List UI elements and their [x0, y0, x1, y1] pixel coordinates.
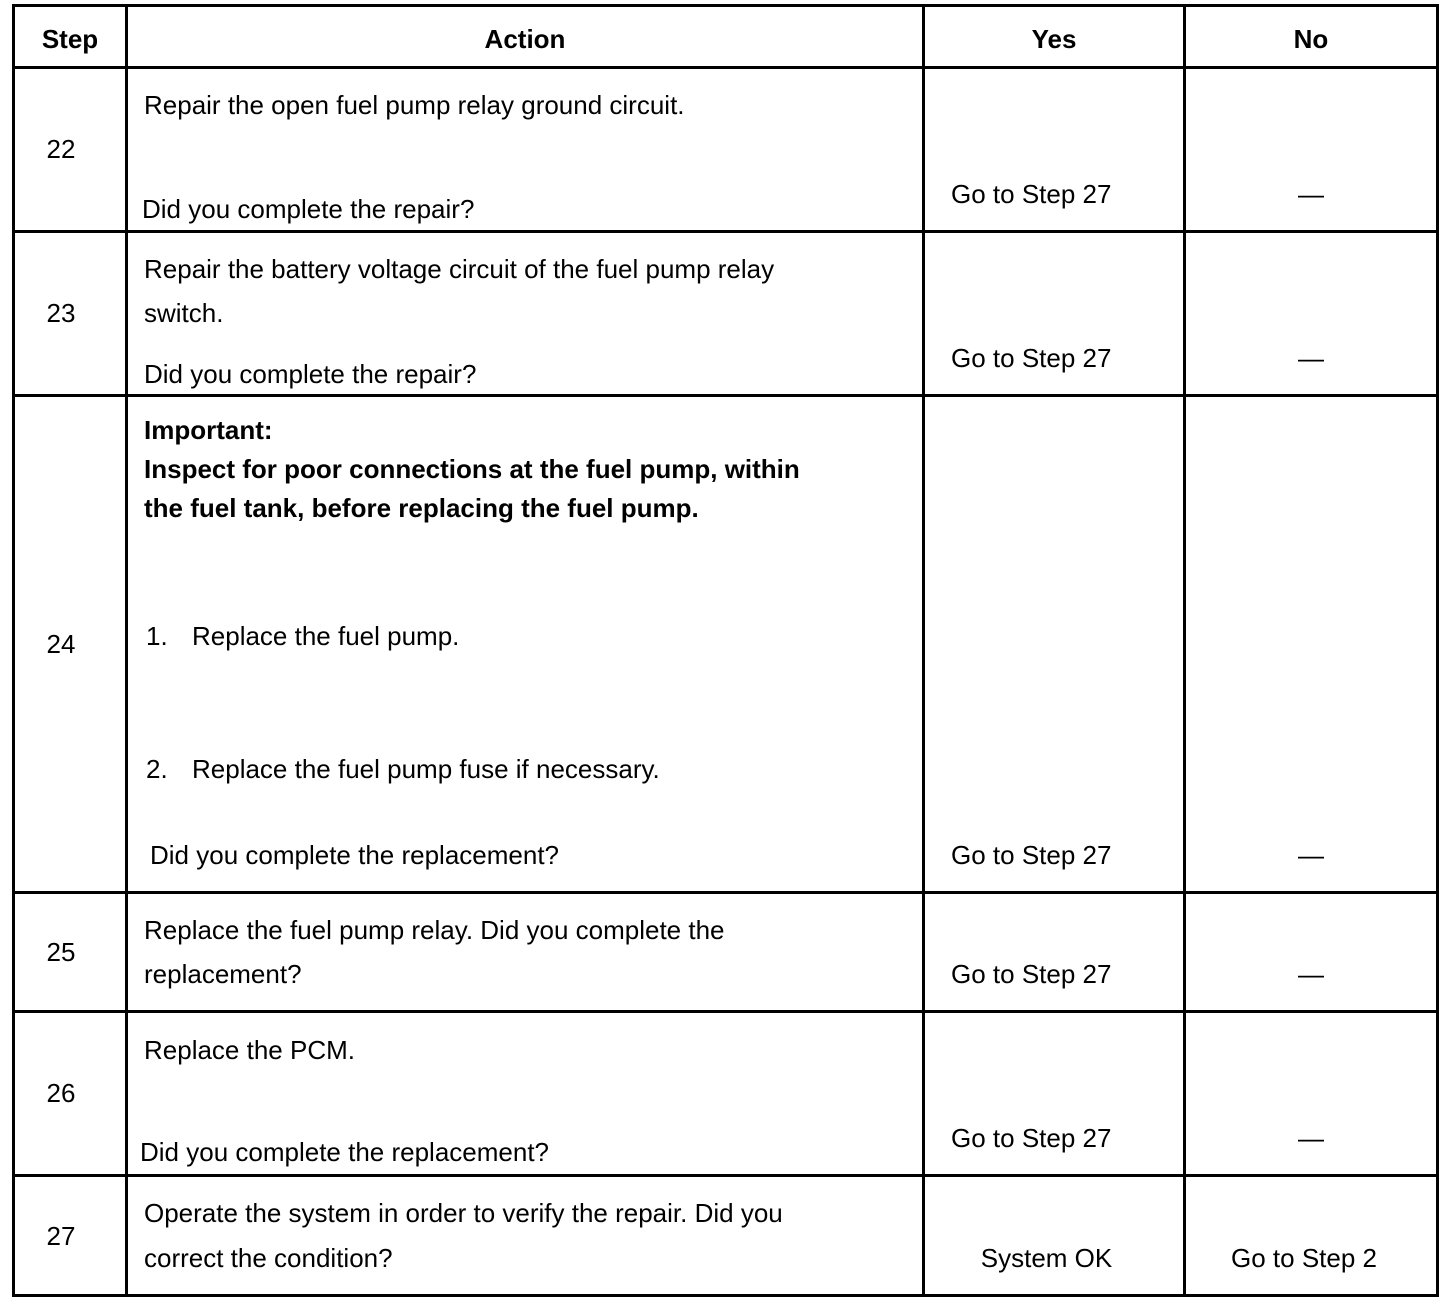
- row-divider: [12, 1174, 1439, 1177]
- diagnostic-table: [12, 4, 1439, 1298]
- step-number: 26: [46, 1078, 76, 1108]
- list-item-text: Replace the fuel pump.: [192, 621, 460, 651]
- action-text: replacement?: [144, 959, 302, 989]
- yes-result: Go to Step 27: [951, 840, 1112, 870]
- action-text: correct the condition?: [144, 1243, 393, 1273]
- action-text: Repair the open fuel pump relay ground circuit.: [144, 90, 685, 120]
- step-number: 24: [46, 629, 76, 659]
- no-result: —: [1298, 1123, 1324, 1153]
- yes-result: Go to Step 27: [951, 959, 1112, 989]
- no-result: —: [1298, 343, 1324, 373]
- action-text: Repair the battery voltage circuit of the fuel pump relay: [144, 254, 775, 284]
- list-item-number: 1.: [146, 621, 168, 651]
- table-border-right: [1436, 4, 1439, 1297]
- action-text: Replace the PCM.: [144, 1035, 355, 1065]
- header-yes: Yes: [1031, 24, 1077, 54]
- action-question: Did you complete the repair?: [142, 194, 475, 224]
- row-divider: [12, 230, 1439, 233]
- header-divider: [12, 66, 1439, 69]
- step-number: 25: [46, 937, 76, 967]
- row-divider: [12, 891, 1439, 894]
- step-number: 22: [46, 134, 76, 164]
- action-text: Operate the system in order to verify the repair. Did you: [144, 1198, 783, 1228]
- header-action: Action: [484, 24, 566, 54]
- action-question: Did you complete the repair?: [144, 359, 477, 389]
- header-step: Step: [41, 24, 99, 54]
- no-result: —: [1298, 840, 1324, 870]
- no-result: Go to Step 2: [1231, 1243, 1377, 1273]
- no-result: —: [1298, 179, 1324, 209]
- action-question: Did you complete the replacement?: [140, 1137, 550, 1167]
- table-border-top: [12, 4, 1439, 7]
- table-border-bottom: [12, 1294, 1439, 1297]
- column-divider: [922, 4, 925, 1297]
- yes-result: Go to Step 27: [951, 343, 1112, 373]
- list-item-text: Replace the fuel pump fuse if necessary.: [192, 754, 660, 784]
- no-result: —: [1298, 959, 1324, 989]
- action-question: Did you complete the replacement?: [150, 840, 560, 870]
- list-item-number: 2.: [146, 754, 168, 784]
- row-divider: [12, 394, 1439, 397]
- yes-result: Go to Step 27: [951, 1123, 1112, 1153]
- step-number: 23: [46, 298, 76, 328]
- step-number: 27: [46, 1221, 76, 1251]
- important-label: Important:: [144, 415, 273, 445]
- row-divider: [12, 1010, 1439, 1013]
- action-text: switch.: [144, 298, 224, 328]
- column-divider: [125, 4, 128, 1297]
- yes-result: System OK: [980, 1243, 1113, 1273]
- yes-result: Go to Step 27: [951, 179, 1112, 209]
- action-text: Replace the fuel pump relay. Did you complete the: [144, 915, 725, 945]
- header-no: No: [1293, 24, 1329, 54]
- important-note: the fuel tank, before replacing the fuel pump.: [144, 493, 699, 523]
- important-note: Inspect for poor connections at the fuel pump, within: [144, 454, 800, 484]
